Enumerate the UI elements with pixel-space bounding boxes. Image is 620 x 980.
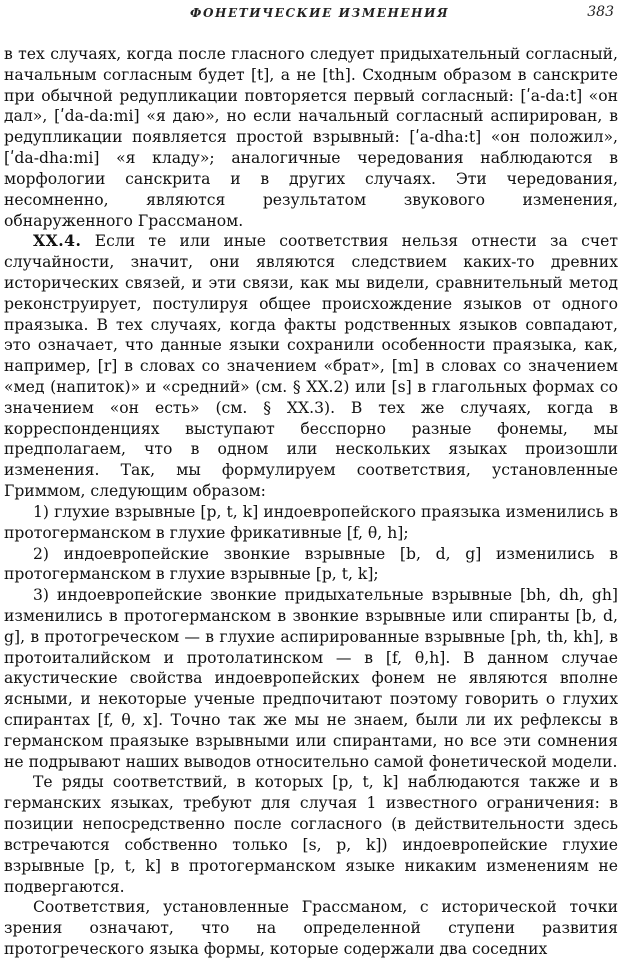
page-number: 383 (587, 4, 614, 20)
running-head (0, 2, 620, 28)
list-item-2: 2) индоевропейские звонкие взрывные [b, d, g] изменились в протогерманском в глухие взрывные [p, t, k]; (4, 544, 618, 584)
paragraph-restriction: Те ряды соответствий, в которых [p, t, k] наблюдаются также и в германских языках, требуют для случая 1 известного ограничения: в позиции непосредственно после согласного (в действительности здесь встречаются собственно только [s, p, k]) индоевропейские глухие взрывные [p, t, k] в протогерманском языке никаким изменениям не подвергаются. (4, 773, 618, 896)
running-title: ФОНЕТИЧЕСКИЕ ИЗМЕНЕНИЯ (190, 6, 450, 20)
list-item-1: 1) глухие взрывные [p, t, k] индоевропейского праязыка изменились в протогерманском в глухие фрикативные [f, θ, h]; (4, 502, 618, 542)
paragraph-grassmann: Соответствия, установленные Грассманом, с исторической точки зрения означают, что на определенной ступени развития протогреческого языка формы, которые содержали два соседних (4, 898, 618, 958)
paragraph-continuation: в тех случаях, когда после гласного следует придыхательный согласный, начальным согласным будет [t], а не [th]. Сходным образом в санскрите при обычной редупликации повторяется первый согласный: [ʹa-da:t] «он дал», [ʹda-da:mi] «я даю», но если начальный согласный аспирирован, в редупликации появляется простой взрывный: [ʹa-dha:t] «он положил», [ʹda-dha:mi] «я кладу»; аналогичные чередования наблюдаются в морфологии санскрита и в других случаях. Эти чередования, несомненно, являются результатом звукового изменения, обнаруженного Грассманом. (4, 45, 618, 230)
list-item-3: 3) индоевропейские звонкие придыхательные взрывные [bh, dh, gh] изменились в протогерманском в звонкие взрывные или спиранты [b, d, g], в протогреческом — в глухие аспирированные взрывные [ph, th, kh], в протоиталийском и протолатинском — в [f, θ,h]. В данном случае акустические свойства индоевропейских фонем не являются вполне ясными, и некоторые ученые предпочитают поэтому говорить о глухих спирантах [f, θ, x]. Точно так же мы не знаем, были ли их рефлексы в германском праязыке взрывными или спирантами, но все эти сомнения не подрывают наших выводов относительно самой фонетической модели. (4, 586, 618, 771)
paragraph-text: Если те или иные соответствия нельзя отнести за счет случайности, значит, они являются следствием каких-то древних исторических связей, и эти связи, как мы видели, сравнительный метод реконструирует, постулируя общее происхождение языков от одного праязыка. В тех случаях, когда факты родственных языков совпадают, это означает, что данные языки сохранили особенности праязыка, как, например, [r] в словах со значением «брат», [m] в словах со значением «мед (напиток)» и «средний» (см. § XX.2) или [s] в глагольных формах со значением «он есть» (см. § XX.3). В тех же случаях, когда в корреспонденциях выступают бесспорно разные фонемы, мы предполагаем, что в одном или нескольких языках произошли изменения. Так, мы формулируем соответствия, установленные Гриммом, следующим образом: (4, 232, 618, 501)
section-number: XX.4. (33, 231, 82, 251)
body-text (4, 44, 618, 960)
paragraph-section-xx4 (4, 231, 618, 502)
